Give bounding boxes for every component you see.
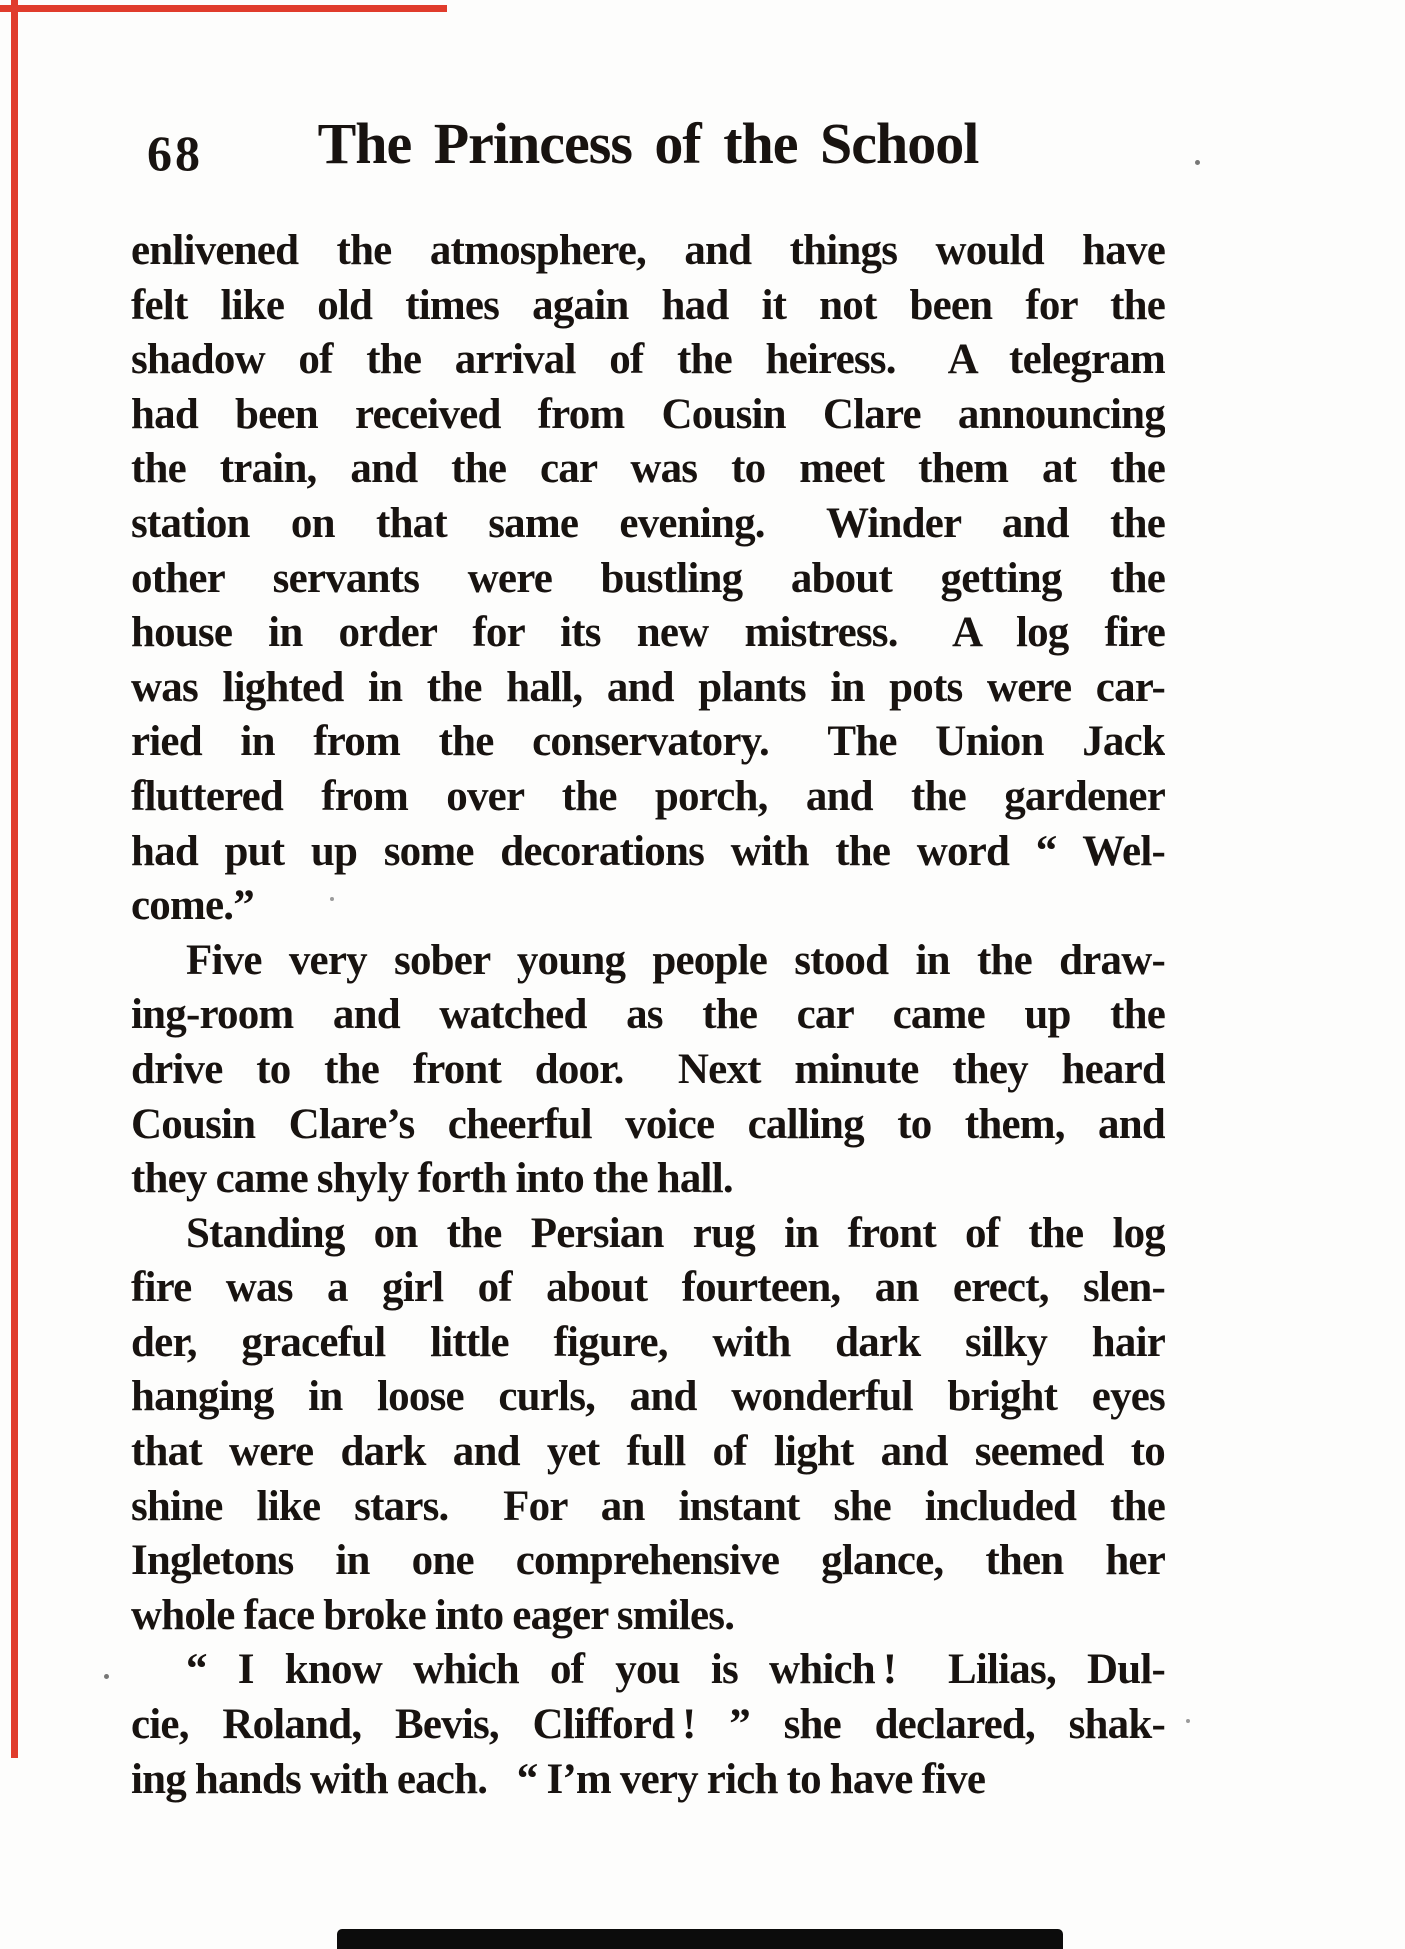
text-line: fire was a girl of about fourteen, an erect, slen- <box>131 1264 1165 1312</box>
text-line: come.” <box>131 882 254 930</box>
text-line: the train, and the car was to meet them at the <box>131 445 1165 493</box>
text-line: Standing on the Persian rug in front of the log <box>186 1209 1165 1257</box>
scan-artifact-bottom-bar <box>337 1929 1063 1949</box>
text-line: that were dark and yet full of light and seemed to <box>131 1428 1165 1476</box>
text-line: enlivened the atmosphere, and things would have <box>131 227 1165 274</box>
scan-speck <box>1195 160 1200 165</box>
text-line: drive to the front door. Next minute they heard <box>131 1045 1165 1093</box>
text-line: shine like stars. For an instant she included the <box>131 1482 1165 1530</box>
text-line: felt like old times again had it not been for the <box>131 281 1165 329</box>
text-line: Five very sober young people stood in the draw- <box>186 936 1165 984</box>
scan-speck <box>1186 1719 1190 1723</box>
text-line: station on that same evening. Winder and the <box>131 499 1165 547</box>
text-line: ried in from the conservatory. The Union Jack <box>131 718 1165 766</box>
page-header <box>131 110 1165 182</box>
text-line: ing hands with each. “ I’m very rich to have five <box>131 1755 986 1803</box>
text-line: had been received from Cousin Clare announcing <box>131 390 1165 438</box>
text-line: der, graceful little figure, with dark silky hair <box>131 1318 1165 1366</box>
running-title: The Princess of the School <box>317 111 979 176</box>
text-line: ing-room and watched as the car came up the <box>131 991 1165 1039</box>
text-line: cie, Roland, Bevis, Clifford ! ” she declared, shak- <box>131 1701 1165 1749</box>
scan-speck <box>330 897 334 901</box>
text-line: Cousin Clare’s cheerful voice calling to them, and <box>131 1100 1165 1148</box>
text-line: shadow of the arrival of the heiress. A telegram <box>131 336 1165 384</box>
text-line: fluttered from over the porch, and the gardener <box>131 772 1165 820</box>
text-line: Ingletons in one comprehensive glance, then her <box>131 1537 1165 1585</box>
scan-speck <box>104 1674 109 1679</box>
scan-artifact-red-line-horizontal <box>0 5 447 12</box>
text-line: other servants were bustling about getting the <box>131 554 1165 602</box>
page-body <box>131 224 1165 1807</box>
text-line: “ I know which of you is which ! Lilias, Dul- <box>186 1646 1165 1694</box>
text-line: house in order for its new mistress. A log fire <box>131 609 1165 657</box>
text-line: whole face broke into eager smiles. <box>131 1591 735 1639</box>
scan-artifact-red-line-vertical <box>11 0 18 1758</box>
text-line: was lighted in the hall, and plants in pots were car- <box>131 663 1165 711</box>
text-line: had put up some decorations with the word “ Wel- <box>131 827 1165 875</box>
text-line: hanging in loose curls, and wonderful bright eyes <box>131 1373 1165 1421</box>
page-number: 68 <box>147 125 203 181</box>
text-line: they came shyly forth into the hall. <box>131 1155 733 1203</box>
